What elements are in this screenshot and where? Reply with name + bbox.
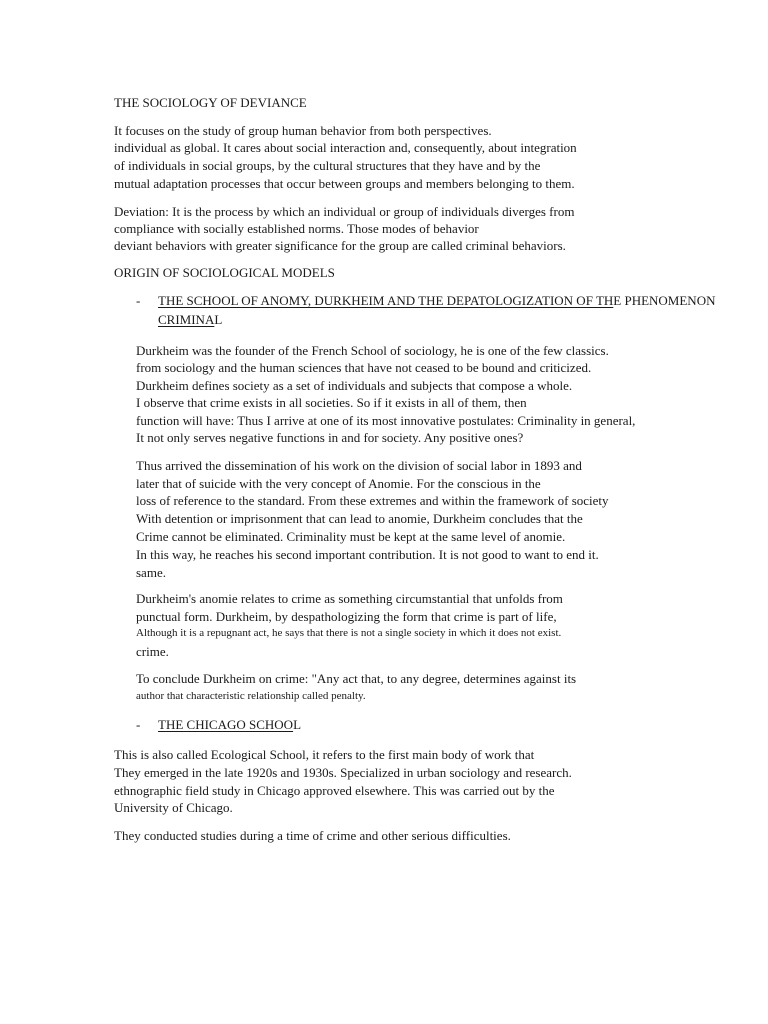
subheading-rest: L: [214, 312, 223, 327]
paragraph-line: It not only serves negative functions in and for society. Any positive ones?: [136, 430, 524, 445]
paragraph-line: Durkheim's anomie relates to crime as something circumstantial that unfolds from: [136, 591, 563, 606]
paragraph-line: It focuses on the study of group human behavior from both perspectives.: [114, 123, 492, 138]
subheading-underlined: THE SCHOOL OF ANOMY, DURKHEIM AND THE DEPATOLOGIZATION OF TH: [158, 293, 614, 308]
paragraph-line: To conclude Durkheim on crime: "Any act that, to any degree, determines against its: [136, 671, 577, 686]
paragraph-line: Durkheim defines society as a set of individuals and subjects that compose a whole.: [136, 378, 573, 393]
subheading-anomy: [158, 292, 715, 309]
paragraph-line: With detention or imprisonment that can lead to anomie, Durkheim concludes that the: [136, 511, 583, 526]
paragraph-line: from sociology and the human sciences that have not ceased to be bound and criticized.: [136, 360, 592, 375]
paragraph-line: Durkheim was the founder of the French School of sociology, he is one of the few classics.: [136, 343, 609, 358]
paragraph-line: loss of reference to the standard. From these extremes and within the framework of society: [136, 493, 609, 508]
paragraph-line: punctual form. Durkheim, by despathologizing the form that crime is part of life,: [136, 609, 557, 624]
paragraph-line: They emerged in the late 1920s and 1930s. Specialized in urban sociology and research.: [114, 765, 572, 780]
subheading-rest: L: [293, 717, 302, 732]
bullet-dash: -: [136, 293, 141, 308]
paragraph-line: same.: [136, 565, 166, 580]
paragraph-line: later that of suicide with the very concept of Anomie. For the conscious in the: [136, 476, 541, 491]
document-title: THE SOCIOLOGY OF DEVIANCE: [114, 95, 307, 110]
subheading-underlined: CRIMINA: [158, 312, 215, 327]
paragraph-line: mutual adaptation processes that occur between groups and members belonging to them.: [114, 176, 575, 191]
paragraph-line: function will have: Thus I arrive at one of its most innovative postulates: Criminality in general,: [136, 413, 636, 428]
subheading-anomy-continued: [158, 311, 222, 328]
paragraph-line: deviant behaviors with greater significance for the group are called criminal behaviors.: [114, 238, 566, 253]
paragraph-line: University of Chicago.: [114, 800, 233, 815]
bullet-dash: -: [136, 717, 141, 732]
paragraph-line: of individuals in social groups, by the cultural structures that they have and by the: [114, 158, 541, 173]
paragraph-line: I observe that crime exists in all societies. So if it exists in all of them, then: [136, 395, 527, 410]
paragraph-line: Thus arrived the dissemination of his work on the division of social labor in 1893 and: [136, 458, 582, 473]
paragraph-line: Crime cannot be eliminated. Criminality must be kept at the same level of anomie.: [136, 529, 566, 544]
subheading-underlined: THE CHICAGO SCHOO: [158, 717, 294, 732]
paragraph-line: author that characteristic relationship called penalty.: [136, 690, 366, 702]
paragraph-line: crime.: [136, 644, 169, 659]
section-heading: ORIGIN OF SOCIOLOGICAL MODELS: [114, 265, 335, 280]
paragraph-line: individual as global. It cares about social interaction and, consequently, about integration: [114, 140, 577, 155]
paragraph-line: They conducted studies during a time of crime and other serious difficulties.: [114, 828, 511, 843]
paragraph-line: ethnographic field study in Chicago approved elsewhere. This was carried out by the: [114, 783, 555, 798]
paragraph-line: Deviation: It is the process by which an individual or group of individuals diverges from: [114, 204, 575, 219]
subheading-rest: E PHENOMENON: [613, 293, 716, 308]
paragraph-line: In this way, he reaches his second important contribution. It is not good to want to end it.: [136, 547, 599, 562]
paragraph-line: Although it is a repugnant act, he says that there is not a single society in which it does not exist.: [136, 627, 562, 639]
paragraph-line: compliance with socially established norms. Those modes of behavior: [114, 221, 479, 236]
subheading-chicago: [158, 716, 301, 733]
paragraph-line: This is also called Ecological School, it refers to the first main body of work that: [114, 747, 535, 762]
